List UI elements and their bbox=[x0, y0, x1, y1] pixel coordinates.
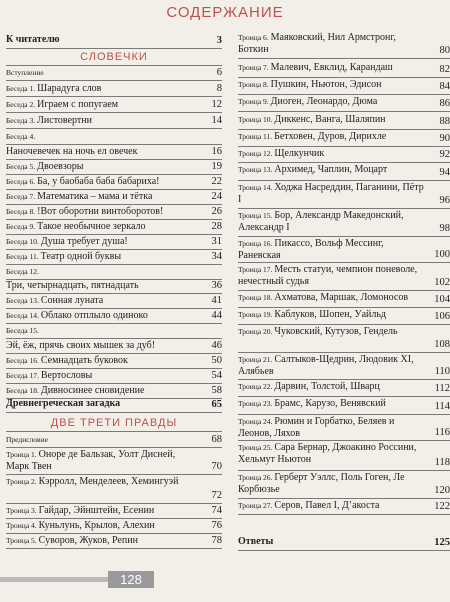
toc-entry-page: 108 bbox=[434, 339, 450, 350]
toc-entry-title: Наночевечек на ночь ел овечек bbox=[6, 146, 138, 157]
toc-entry-label: Троица 4. bbox=[6, 521, 37, 530]
toc-entry bbox=[238, 182, 450, 209]
toc-entry-page: 110 bbox=[434, 366, 450, 377]
toc-entry-label: Троица 20. bbox=[238, 327, 273, 336]
toc-entry-title: Архимед, Чаплин, Моцарт bbox=[274, 164, 388, 175]
toc-entry-page: 98 bbox=[439, 223, 450, 234]
toc-entry-page: 104 bbox=[434, 294, 450, 305]
toc-entry bbox=[238, 472, 450, 499]
toc-entry-title: Кэрролл, Менделеев, Хемингуэй bbox=[38, 476, 179, 487]
toc-entry bbox=[238, 164, 450, 181]
toc-entry-page: 100 bbox=[434, 249, 450, 260]
toc-entry-page: 102 bbox=[434, 277, 450, 288]
toc-entry bbox=[6, 251, 222, 265]
toc-entry-title: Серов, Павел I, Д’акоста bbox=[274, 500, 380, 511]
toc-entry bbox=[238, 354, 450, 380]
toc-entry bbox=[6, 236, 222, 250]
toc-entry-label: Беседа 12. bbox=[6, 267, 39, 276]
toc-entry-label: Троица 15. bbox=[238, 211, 273, 220]
toc-entry-page: 28 bbox=[211, 221, 222, 232]
toc-entry-label: Беседа 6. bbox=[6, 177, 36, 186]
toc-entry bbox=[6, 370, 222, 384]
toc-entry-page: 84 bbox=[439, 81, 450, 92]
toc-entry-title: Щелкунчик bbox=[274, 148, 325, 159]
toc-entry-page: 88 bbox=[439, 116, 450, 127]
toc-entry-label: Троица 17. bbox=[238, 265, 273, 274]
toc-entry-page: 6 bbox=[216, 67, 222, 78]
toc-entry bbox=[238, 79, 450, 95]
toc-entry bbox=[6, 280, 222, 294]
toc-entry-page: 19 bbox=[211, 161, 222, 172]
toc-entry bbox=[238, 381, 450, 397]
toc-entry-label: Беседа 4. bbox=[6, 132, 36, 141]
toc-entry bbox=[238, 62, 450, 78]
toc-entry bbox=[6, 99, 222, 113]
toc-entry-title: Оноре де Бальзак, Уолт Дисней, Марк Твен bbox=[6, 449, 176, 472]
toc-entry-title: Суворов, Жуков, Репин bbox=[38, 535, 138, 546]
toc-entry bbox=[6, 340, 222, 354]
toc-entry-label: Предисловие bbox=[6, 435, 48, 444]
toc-entry-page: 46 bbox=[211, 340, 222, 351]
toc-entry-title: Меcть статуи, чемпион поневоле, нечестный судья bbox=[238, 264, 418, 287]
toc-entry-page: 78 bbox=[211, 535, 222, 546]
toc-entry bbox=[238, 326, 450, 353]
toc-entry-label: Беседа 17. bbox=[6, 371, 39, 380]
toc-entry-page: 24 bbox=[211, 191, 222, 202]
toc-entry bbox=[6, 206, 222, 220]
toc-entry bbox=[238, 309, 450, 325]
toc-entry bbox=[238, 442, 450, 471]
toc-entry-label: Троица 3. bbox=[6, 506, 37, 515]
toc-entry bbox=[6, 535, 222, 549]
toc-entry-label: Троица 25. bbox=[238, 443, 273, 452]
toc-entry-page: 118 bbox=[434, 457, 450, 468]
toc-entry-title: Семнадцать буковок bbox=[40, 355, 128, 366]
toc-entry-page: 54 bbox=[211, 370, 222, 381]
toc-entry bbox=[6, 449, 222, 475]
toc-entry bbox=[6, 221, 222, 235]
toc-entry bbox=[238, 114, 450, 130]
toc-entry-page: 14 bbox=[211, 115, 222, 126]
toc-entry-title: Бетховен, Дуров, Дирихле bbox=[274, 131, 387, 142]
toc-entry-page: 44 bbox=[211, 310, 222, 321]
toc-entry bbox=[6, 83, 222, 97]
toc-entry bbox=[6, 295, 222, 309]
toc-entry-label: Троица 9. bbox=[238, 97, 269, 106]
toc-entry-page: 92 bbox=[439, 149, 450, 160]
toc-entry-label: Беседа 16. bbox=[6, 356, 39, 365]
toc-entry-title: Шарадуга слов bbox=[37, 83, 102, 94]
toc-entry-title: Ахматова, Маршак, Ломоносов bbox=[274, 292, 409, 303]
toc-entry bbox=[6, 191, 222, 205]
toc-entry-label: Троица 21. bbox=[238, 355, 273, 364]
toc-entry bbox=[6, 146, 222, 160]
toc-entry-page: 26 bbox=[211, 206, 222, 217]
toc-entry-title: Чуковский, Кутузов, Гендель bbox=[274, 326, 398, 337]
toc-entry-page: 120 bbox=[434, 485, 450, 496]
toc-entry-title: Листовертни bbox=[37, 115, 92, 126]
toc-entry-label: Беседа 11. bbox=[6, 252, 39, 261]
toc-entry bbox=[6, 115, 222, 129]
toc-entry-page: 76 bbox=[211, 520, 222, 531]
toc-entry-label: Троица 26. bbox=[238, 473, 273, 482]
toc-entry-title: Дивносинее сновидение bbox=[40, 385, 145, 396]
toc-entry bbox=[6, 385, 222, 399]
page-number: 128 bbox=[108, 571, 154, 588]
toc-entry-label: Беседа 1. bbox=[6, 84, 36, 93]
toc-entry-page: 116 bbox=[434, 427, 450, 438]
section-heading-dve-treti-pravdy: ДВЕ ТРЕТИ ПРАВДЫ bbox=[6, 417, 222, 432]
toc-entry-page: 96 bbox=[439, 195, 450, 206]
toc-entry-page: 31 bbox=[211, 236, 222, 247]
toc-entry-title: Рюмин и Горбатко, Беляев и Леонов, Ляхов bbox=[238, 416, 395, 439]
toc-entry-riddle: Древнегреческая загадка 65 bbox=[6, 398, 222, 413]
toc-entry bbox=[238, 210, 450, 237]
section-heading-slovechki: СЛОВЕЧКИ bbox=[6, 51, 222, 66]
toc-entry-label: Беседа 15. bbox=[6, 326, 39, 335]
toc-entry-title: Салтыков-Щедрин, Людовик XI, Алябьев bbox=[238, 354, 414, 377]
toc-entry-title: Дарвин, Толстой, Шварц bbox=[274, 381, 380, 392]
toc-entry-label: Троица 8. bbox=[238, 80, 269, 89]
toc-entry bbox=[238, 264, 450, 291]
toc-entry-page: 12 bbox=[211, 99, 222, 110]
toc-entry-label: Беседа 7. bbox=[6, 192, 36, 201]
toc-entry-label: Беседа 13. bbox=[6, 296, 39, 305]
toc-entry-title: Диоген, Леонардо, Дюма bbox=[270, 96, 378, 107]
toc-entry-label: Беседа 2. bbox=[6, 100, 36, 109]
toc-entry-label: Троица 23. bbox=[238, 399, 273, 408]
toc-entry-label: Троица 22. bbox=[238, 382, 273, 391]
toc-entry-page: 58 bbox=[211, 385, 222, 396]
toc-entry-label: Троица 7. bbox=[238, 63, 269, 72]
toc-entry-page: 50 bbox=[211, 355, 222, 366]
toc-entry bbox=[6, 310, 222, 324]
toc-entry bbox=[238, 131, 450, 147]
toc-entry-title: Ба, у баобаба баба бабариха! bbox=[37, 176, 160, 187]
toc-entry-label: Беседа 18. bbox=[6, 386, 39, 395]
toc-entry-page: 80 bbox=[439, 45, 450, 56]
toc-entry-title: Куньлунь, Крылов, Алехин bbox=[38, 520, 155, 531]
toc-entry-page: 112 bbox=[434, 383, 450, 394]
toc-entry bbox=[6, 434, 222, 448]
page-title: СОДЕРЖАНИЕ bbox=[166, 4, 284, 21]
toc-entry bbox=[238, 416, 450, 441]
toc-entry-title: Театр одной буквы bbox=[40, 251, 122, 262]
toc-entry-label: Троица 14. bbox=[238, 183, 273, 192]
toc-entry-label: Вступление bbox=[6, 68, 44, 77]
toc-entry bbox=[238, 398, 450, 415]
toc-entry-page: 16 bbox=[211, 146, 222, 157]
toc-entry-label: Беседа 3. bbox=[6, 116, 36, 125]
toc-entry-title: Сара Бернар, Джоакино Россини, Хельмут Ньютон bbox=[238, 442, 417, 465]
toc-entry-label: Троица 19. bbox=[238, 310, 273, 319]
toc-entry-answers: Ответы 125 bbox=[238, 536, 450, 551]
toc-entry-page: 22 bbox=[211, 176, 222, 187]
toc-entry bbox=[6, 325, 222, 339]
toc-entry-title: Математика – мама и тётка bbox=[37, 191, 153, 202]
toc-entry-label: Беседа 9. bbox=[6, 222, 36, 231]
toc-entry-label: Троица 16. bbox=[238, 239, 273, 248]
toc-entry bbox=[238, 32, 450, 59]
toc-entry-title: Пикассо, Вольф Мессинг, Раневская bbox=[238, 238, 384, 261]
toc-entry-title: Герберт Уэллс, Поль Гоген, Ле Корбюзье bbox=[238, 472, 405, 495]
toc-entry-title: Маяковский, Нил Армстронг, Боткин bbox=[238, 32, 396, 55]
toc-entry-label: Троица 2. bbox=[6, 477, 37, 486]
toc-entry-title: Пушкин, Ньютон, Эдисон bbox=[270, 79, 382, 90]
toc-entry-label: Троица 6. bbox=[238, 33, 269, 42]
toc-entry-label: Троица 13. bbox=[238, 165, 273, 174]
toc-entry bbox=[238, 500, 450, 515]
toc-entry-page: 70 bbox=[211, 461, 222, 472]
toc-entry bbox=[238, 148, 450, 163]
toc-entry-label: Беседа 8. bbox=[6, 207, 36, 216]
toc-entry-label: Беседа 14. bbox=[6, 311, 39, 320]
toc-entry-title: Ходжа Насреддин, Паганини, Пётр I bbox=[238, 182, 424, 205]
toc-entry-page: 114 bbox=[434, 401, 450, 412]
toc-entry bbox=[6, 161, 222, 175]
toc-entry-title: Двоевзоры bbox=[37, 161, 84, 172]
toc-entry-title: Каблуков, Шопен, Уайльд bbox=[274, 309, 387, 320]
toc-entry bbox=[6, 266, 222, 280]
toc-entry-page: 72 bbox=[211, 490, 222, 501]
toc-entry-label: Троица 10. bbox=[238, 115, 273, 124]
toc-entry bbox=[238, 292, 450, 308]
toc-entry-page: 68 bbox=[211, 434, 222, 445]
toc-entry bbox=[6, 67, 222, 81]
toc-entry bbox=[6, 505, 222, 519]
toc-entry-label: Троица 5. bbox=[6, 536, 37, 545]
toc-entry-title: Эй, ёж, прячь своих мышек за дуб! bbox=[6, 340, 156, 351]
toc-entry-label: Беседа 10. bbox=[6, 237, 39, 246]
toc-entry-label: Троица 18. bbox=[238, 293, 273, 302]
toc-entry-label: Троица 11. bbox=[238, 132, 273, 141]
toc-entry-title: Душа требует душа! bbox=[40, 236, 128, 247]
footer-strip bbox=[0, 577, 108, 582]
toc-entry bbox=[6, 131, 222, 145]
toc-entry-page: 106 bbox=[434, 311, 450, 322]
toc-entry-title: !Вот оборотни винтоборотов! bbox=[37, 206, 164, 217]
toc-entry-title: Такое необычное зеркало bbox=[37, 221, 146, 232]
toc-entry-title: Бор, Александр Македонский, Александр I bbox=[238, 210, 404, 233]
toc-entry-page: 8 bbox=[216, 83, 222, 94]
toc-entry bbox=[238, 96, 450, 112]
toc-entry-page: 82 bbox=[439, 64, 450, 75]
toc-entry bbox=[238, 238, 450, 263]
toc-entry-title: Диккенс, Ванга, Шаляпин bbox=[274, 114, 386, 125]
toc-entry bbox=[6, 476, 222, 504]
toc-entry-page: 36 bbox=[211, 280, 222, 291]
toc-entry-label: Троица 24. bbox=[238, 417, 273, 426]
toc-entry-page: 90 bbox=[439, 133, 450, 144]
toc-entry-page: 74 bbox=[211, 505, 222, 516]
toc-entry-title: Гайдар, Эйнштейн, Есенин bbox=[38, 505, 155, 516]
toc-entry-title: Малевич, Евклид, Карандаш bbox=[270, 62, 393, 73]
toc-entry-title: Облако отплыло одиноко bbox=[40, 310, 148, 321]
toc-entry-label: Троица 12. bbox=[238, 149, 273, 158]
toc-entry-title: Брамс, Карузо, Венявский bbox=[274, 398, 386, 409]
toc-entry-title: Играем с попугаем bbox=[37, 99, 119, 110]
toc-entry-title: Вертословы bbox=[40, 370, 93, 381]
toc-entry-page: 122 bbox=[434, 501, 450, 512]
toc-entry-title: Три, четырнадцать, пятнадцать bbox=[6, 280, 139, 291]
toc-entry-label: Троица 27. bbox=[238, 501, 273, 510]
toc-entry bbox=[6, 176, 222, 190]
toc-entry-page: 94 bbox=[439, 167, 450, 178]
toc-entry bbox=[6, 520, 222, 534]
toc-entry-intro: К читателю 3 bbox=[6, 34, 222, 49]
toc-entry-page: 41 bbox=[211, 295, 222, 306]
toc-entry-label: Троица 1. bbox=[6, 450, 37, 459]
toc-entry-page: 86 bbox=[439, 98, 450, 109]
toc-entry bbox=[6, 355, 222, 369]
toc-entry-title: Сонная луната bbox=[40, 295, 104, 306]
toc-entry-page: 34 bbox=[211, 251, 222, 262]
toc-entry-label: Беседа 5. bbox=[6, 162, 36, 171]
